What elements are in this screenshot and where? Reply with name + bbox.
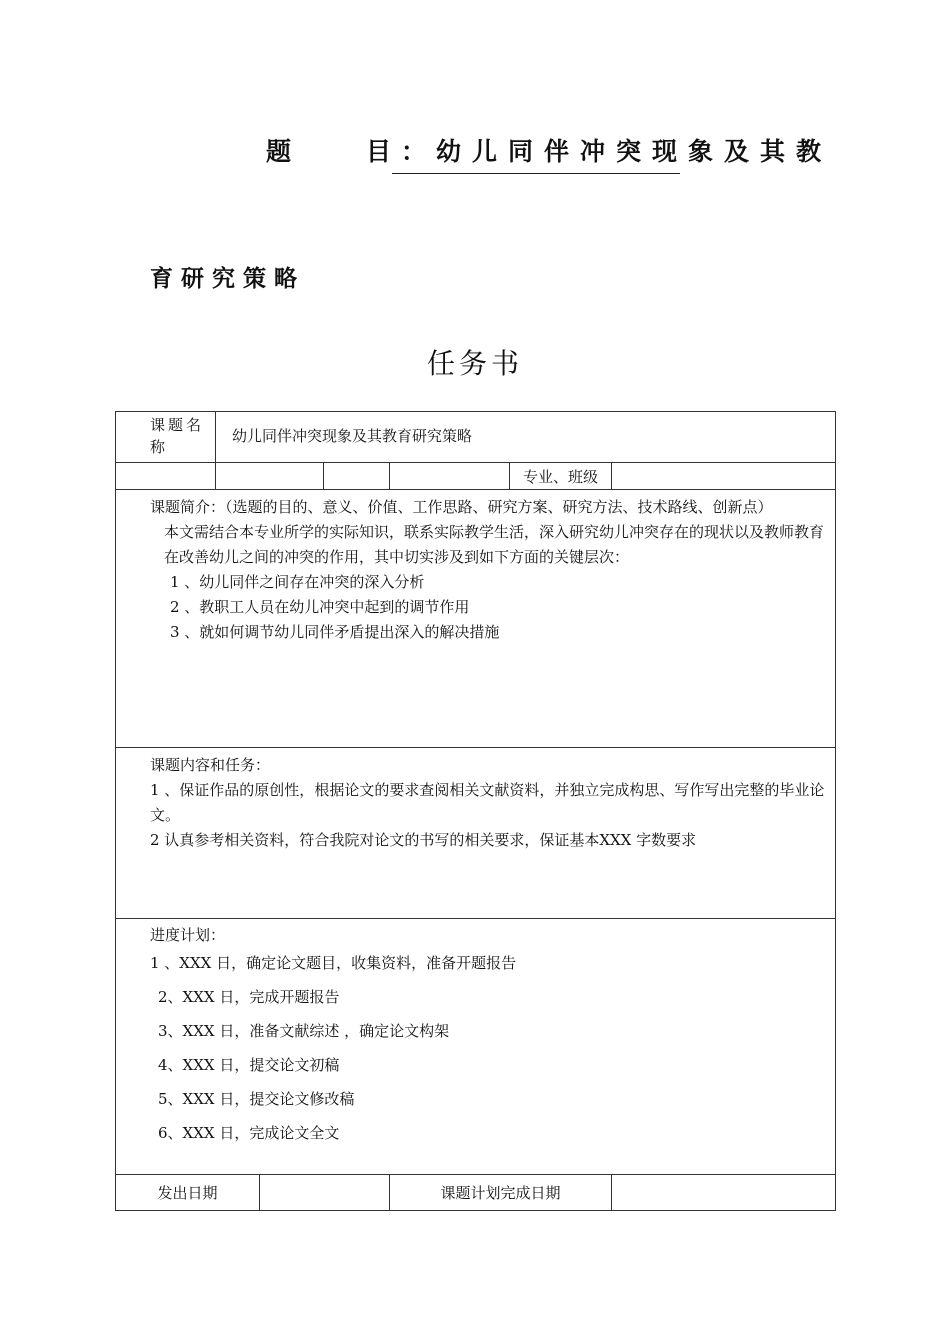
title-value-line-1: 幼儿同伴冲突现象及其教 <box>436 137 833 166</box>
content-cell <box>116 748 836 919</box>
planned-completion-label: 课题计划完成日期 <box>390 1175 612 1211</box>
major-class-row <box>116 463 836 490</box>
schedule-item: 4、XXX 日，提交论文初稿 <box>158 1056 340 1074</box>
schedule-item: 5、XXX 日，提交论文修改稿 <box>158 1090 355 1108</box>
schedule-row <box>116 919 836 1175</box>
schedule-item: 1 、XXX 日，确定论文题目，收集资料，准备开题报告 <box>150 954 517 972</box>
schedule-label: 进度计划： <box>150 926 226 944</box>
issue-date-label: 发出日期 <box>116 1175 260 1211</box>
content-item: 1 、保证作品的原创性，根据论文的要求查阅相关文献资料，并独立完成构思、写作写出完整的毕业论文。 <box>150 781 825 824</box>
title-label-2: 目： <box>366 137 437 166</box>
major-class-label: 专业、班级 <box>510 463 612 490</box>
topic-name-row <box>116 412 836 463</box>
topic-name-label: 课题名称 <box>116 412 216 463</box>
dates-row <box>116 1175 836 1211</box>
topic-name-value: 幼儿同伴冲突现象及其教育研究策略 <box>216 412 836 463</box>
intro-label: 课题简介：（选题的目的、意义、价值、工作思路、研究方案、研究方法、技术路线、创新点） <box>150 498 773 516</box>
title-value-line-2: 育研究策略 <box>150 266 305 292</box>
issue-date-value <box>260 1175 390 1211</box>
intro-cell <box>116 490 836 748</box>
intro-item: 2 、教职工人员在幼儿冲突中起到的调节作用 <box>170 598 470 616</box>
planned-completion-value <box>612 1175 836 1211</box>
schedule-item: 3、XXX 日，准备文献综述 ，确定论文构架 <box>158 1022 450 1040</box>
blank-cell <box>390 463 510 490</box>
intro-item: 3 、就如何调节幼儿同伴矛盾提出深入的解决措施 <box>170 623 500 641</box>
schedule-item: 6、XXX 日，完成论文全文 <box>158 1124 340 1142</box>
major-class-value <box>612 463 836 490</box>
blank-cell <box>324 463 390 490</box>
blank-cell <box>216 463 324 490</box>
schedule-cell <box>116 919 836 1175</box>
blank-cell <box>116 463 216 490</box>
content-label: 课题内容和任务： <box>150 756 271 774</box>
intro-row <box>116 490 836 748</box>
schedule-item: 2、XXX 日，完成开题报告 <box>158 988 340 1006</box>
title-label-1: 题 <box>266 137 292 166</box>
intro-item: 1 、幼儿同伴之间存在冲突的深入分析 <box>170 573 425 591</box>
intro-paragraph: 本文需结合本专业所学的实际知识，联系实际教学生活，深入研究幼儿冲突存在的现状以及教师教育在改善幼儿之间的冲突的作用，其中切实涉及到如下方面的关键层次： <box>164 523 825 566</box>
document-heading: 任务书 <box>426 347 523 380</box>
content-row <box>116 748 836 919</box>
title-line-1 <box>266 132 832 168</box>
task-table <box>115 411 836 1211</box>
title-underline <box>392 173 680 174</box>
content-item: 2 认真参考相关资料，符合我院对论文的书写的相关要求，保证基本XXX 字数要求 <box>150 831 697 849</box>
